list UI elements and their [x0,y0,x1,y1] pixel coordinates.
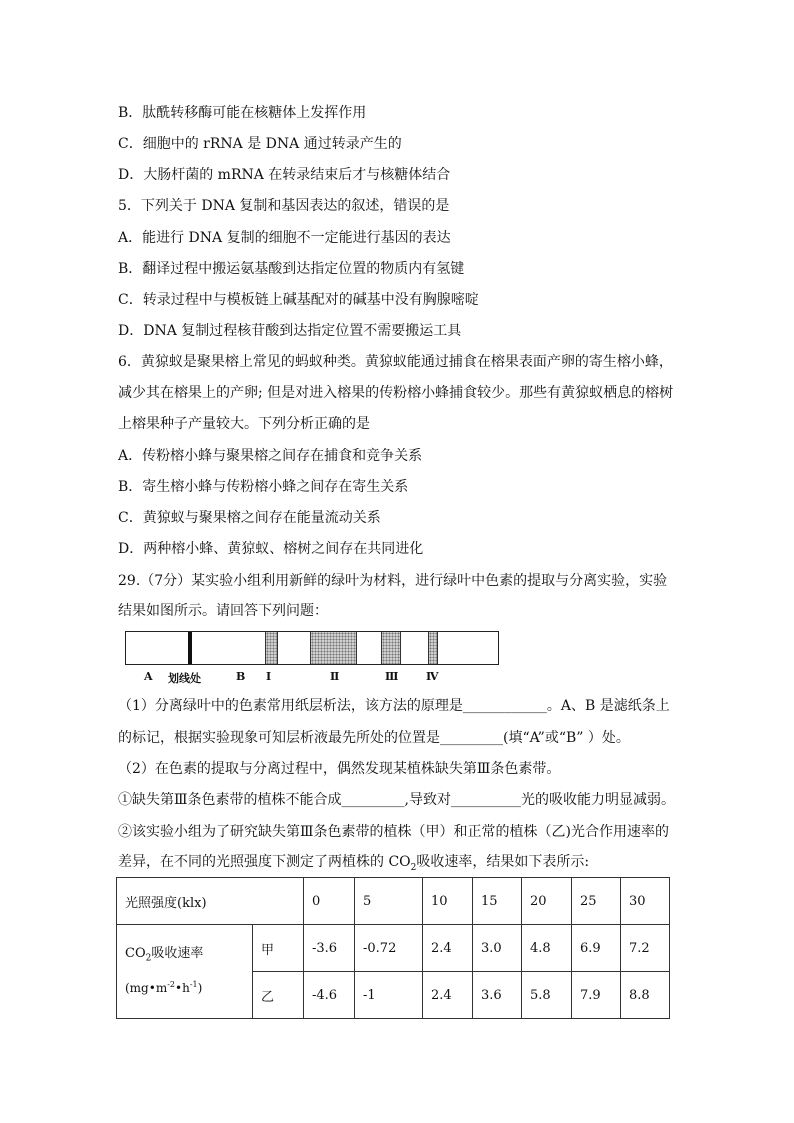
question-6-stem-3: 上榕果种子产量较大。下列分析正确的是 [118,416,370,432]
question-29-stem-2: 结果如图所示。请回答下列问题： [118,603,328,619]
table-cell: -3.6 [304,925,355,972]
band-label-4: Ⅳ [426,670,439,683]
option-4c: C．细胞中的 rRNA 是 DNA 通过转录产生的 [118,136,402,152]
table-cell: 8.8 [621,972,670,1019]
table-cell: 20 [522,878,572,925]
table-header-row [117,878,670,925]
option-4b: B．肽酰转移酶可能在核糖体上发挥作用 [118,105,367,121]
table-row [117,925,670,972]
table-cell: -4.6 [304,972,355,1019]
q2-line-2: ①缺失第Ⅲ条色素带的植株不能合成_________,导致对__________光的吸收能力明显减弱。 [118,792,675,808]
pigment-band-3 [381,632,401,664]
band-label-3: Ⅲ [385,670,399,683]
pigment-band-1 [265,632,278,664]
q2-line-4: 差异，在不同的光照强度下测定了两植株的 $CO_2$吸收速率，结果如下表所示: [118,854,590,873]
table-cell: 2.4 [423,972,473,1019]
question-29-stem-1: 29.（7分）某实验小组利用新鲜的绿叶为材料，进行绿叶中色素的提取与分离实验，实验 [118,573,668,589]
table-cell: 25 [572,878,621,925]
option-6c: C．黄猄蚁与聚果榕之间存在能量流动关系 [118,510,381,526]
table-cell: 3.0 [473,925,522,972]
q2-line-3: ②该实验小组为了研究缺失第Ⅲ条色素带的植株（甲）和正常的植株（乙)光合作用速率的 [118,824,669,840]
table-cell: 3.6 [473,972,522,1019]
table-cell: 7.9 [572,972,621,1019]
band-label-2: Ⅱ [330,670,340,683]
table-cell: 10 [423,878,473,925]
table-cell: -1 [355,972,423,1019]
light-intensity-label: 光照强度(klx) [117,878,304,925]
co2-absorption-table [116,877,670,1019]
pigment-band-2 [310,632,357,664]
strip-label-b: B [236,670,246,683]
table-cell: 7.2 [621,925,670,972]
question-6-stem-1: 6．黄猄蚁是聚果榕上常见的蚂蚁种类。黄猄蚁能通过捕食在榕果表面产卵的寄生榕小蜂， [118,354,673,370]
table-cell: 5 [355,878,423,925]
option-4d: D．大肠杆菌的 mRNA 在转录结束后才与核糖体结合 [118,167,451,183]
table-cell: 0 [304,878,355,925]
plant-jia-label: 甲 [253,925,304,972]
table-cell: -0.72 [355,925,423,972]
q1-line-1: （1）分离绿叶中的色素常用纸层析法，该方法的原理是____________。A、B 是滤纸条上 [118,698,670,714]
option-5c: C．转录过程中与模板链上碱基配对的碱基中没有胸腺嘧啶 [118,292,479,308]
strip-label-origin: 划线处 [168,672,201,685]
table-cell: 5.8 [522,972,572,1019]
strip-label-a: A [144,670,153,683]
co2-rate-label: $CO_2$吸收速率 $(mg•m^{-2}•h^{-1})$ [117,925,253,1019]
origin-line [188,632,192,664]
option-5a: A．能进行 DNA 复制的细胞不一定能进行基因的表达 [118,230,451,246]
band-label-1: Ⅰ [266,670,272,683]
option-6d: D．两种榕小蜂、黄猄蚁、榕树之间存在共同进化 [118,541,424,557]
plant-yi-label: 乙 [253,972,304,1019]
table-cell: 4.8 [522,925,572,972]
question-6-stem-2: 减少其在榕果上的产卵; 但是对进入榕果的传粉榕小蜂捕食较少。那些有黄猄蚁栖息的榕树 [118,385,674,401]
table-cell: 6.9 [572,925,621,972]
pigment-band-4 [428,632,438,664]
option-6a: A．传粉榕小蜂与聚果榕之间存在捕食和竞争关系 [118,448,423,464]
table-cell: 30 [621,878,670,925]
option-5d: D．DNA 复制过程核苷酸到达指定位置不需要搬运工具 [118,323,462,339]
option-5b: B．翻译过程中搬运氨基酸到达指定位置的物质内有氢键 [118,261,465,277]
table-cell: 2.4 [423,925,473,972]
question-5-stem: 5．下列关于 DNA 复制和基因表达的叙述，错误的是 [118,198,450,214]
option-6b: B．寄生榕小蜂与传粉榕小蜂之间存在寄生关系 [118,479,409,495]
table-cell: 15 [473,878,522,925]
q1-line-2: 的标记，根据实验现象可知层析液最先所处的位置是_________(填“A”或“B” ）处。 [118,730,630,746]
q2-line-1: （2）在色素的提取与分离过程中，偶然发现某植株缺失第Ⅲ条色素带。 [118,761,561,777]
